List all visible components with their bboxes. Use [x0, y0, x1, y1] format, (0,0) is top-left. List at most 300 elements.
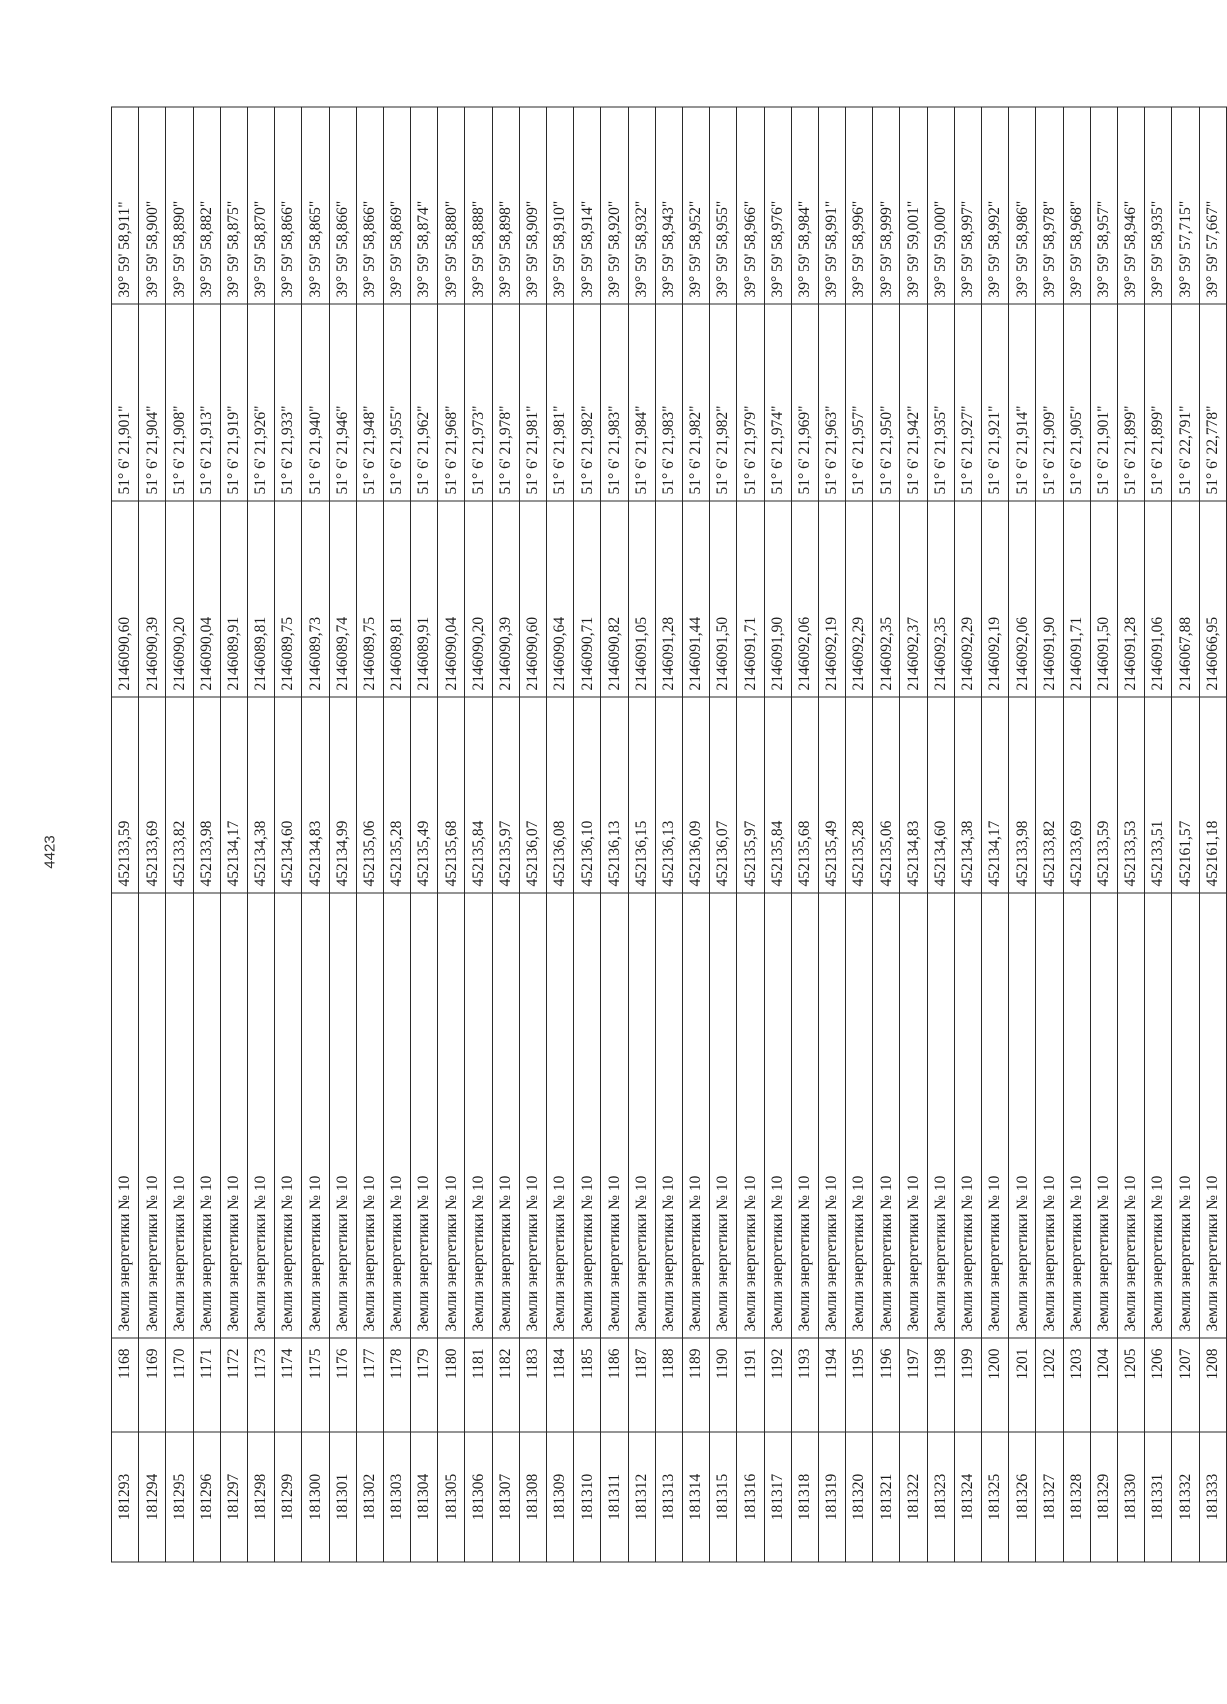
land-name-cell: Земли энергетики № 10: [900, 893, 927, 1338]
row-id-cell: 181294: [139, 1432, 166, 1562]
point-number-cell: 1175: [302, 1338, 329, 1432]
y-coordinate-cell: 2146092,06: [791, 501, 818, 697]
y-coordinate-cell: 2146089,75: [275, 501, 302, 697]
point-number-cell: 1180: [438, 1338, 465, 1432]
row-id-cell: 181308: [519, 1432, 546, 1562]
longitude-cell: 39° 59' 58,999": [873, 107, 900, 304]
latitude-cell: 51° 6' 21,973": [465, 304, 492, 501]
point-number-cell: 1208: [1199, 1338, 1226, 1432]
y-coordinate-cell: 2146091,90: [764, 501, 791, 697]
point-number-cell: 1176: [329, 1338, 356, 1432]
y-coordinate-cell: 2146091,50: [710, 501, 737, 697]
land-name-cell: Земли энергетики № 10: [356, 893, 383, 1338]
land-name-cell: Земли энергетики № 10: [139, 893, 166, 1338]
x-coordinate-cell: 452133,59: [112, 697, 139, 893]
land-name-cell: Земли энергетики № 10: [628, 893, 655, 1338]
row-id-cell: 181332: [1172, 1432, 1199, 1562]
land-name-cell: Земли энергетики № 10: [465, 893, 492, 1338]
x-coordinate-cell: 452134,17: [220, 697, 247, 893]
point-number-cell: 1203: [1063, 1338, 1090, 1432]
y-coordinate-cell: 2146092,29: [954, 501, 981, 697]
table-row: [1090, 107, 1117, 1562]
point-number-cell: 1201: [1009, 1338, 1036, 1432]
table-row: [1172, 107, 1199, 1562]
table-row: [954, 107, 981, 1562]
table-row: [764, 107, 791, 1562]
longitude-cell: 39° 59' 58,935": [1145, 107, 1172, 304]
y-coordinate-cell: 2146091,28: [1117, 501, 1144, 697]
point-number-cell: 1200: [982, 1338, 1009, 1432]
point-number-cell: 1189: [682, 1338, 709, 1432]
land-name-cell: Земли энергетики № 10: [1117, 893, 1144, 1338]
row-id-cell: 181328: [1063, 1432, 1090, 1562]
point-number-cell: 1206: [1145, 1338, 1172, 1432]
longitude-cell: 39° 59' 58,910": [547, 107, 574, 304]
longitude-cell: 39° 59' 57,667": [1199, 107, 1226, 304]
land-name-cell: Земли энергетики № 10: [1145, 893, 1172, 1338]
latitude-cell: 51° 6' 21,926": [247, 304, 274, 501]
point-number-cell: 1187: [628, 1338, 655, 1432]
row-id-cell: 181333: [1199, 1432, 1226, 1562]
point-number-cell: 1194: [818, 1338, 845, 1432]
table-row: [710, 107, 737, 1562]
x-coordinate-cell: 452133,82: [1036, 697, 1063, 893]
longitude-cell: 39° 59' 58,866": [329, 107, 356, 304]
point-number-cell: 1197: [900, 1338, 927, 1432]
row-id-cell: 181324: [954, 1432, 981, 1562]
coordinates-table-container: [111, 108, 1221, 1563]
y-coordinate-cell: 2146066,95: [1199, 501, 1226, 697]
x-coordinate-cell: 452134,38: [954, 697, 981, 893]
point-number-cell: 1171: [193, 1338, 220, 1432]
latitude-cell: 51° 6' 21,935": [927, 304, 954, 501]
land-name-cell: Земли энергетики № 10: [601, 893, 628, 1338]
x-coordinate-cell: 452134,60: [927, 697, 954, 893]
x-coordinate-cell: 452135,97: [492, 697, 519, 893]
x-coordinate-cell: 452135,49: [411, 697, 438, 893]
land-name-cell: Земли энергетики № 10: [247, 893, 274, 1338]
land-name-cell: Земли энергетики № 10: [1172, 893, 1199, 1338]
x-coordinate-cell: 452135,28: [383, 697, 410, 893]
row-id-cell: 181330: [1117, 1432, 1144, 1562]
y-coordinate-cell: 2146092,35: [873, 501, 900, 697]
latitude-cell: 51° 6' 21,901": [1090, 304, 1117, 501]
row-id-cell: 181325: [982, 1432, 1009, 1562]
x-coordinate-cell: 452135,06: [873, 697, 900, 893]
x-coordinate-cell: 452135,68: [438, 697, 465, 893]
x-coordinate-cell: 452136,13: [601, 697, 628, 893]
point-number-cell: 1195: [846, 1338, 873, 1432]
longitude-cell: 39° 59' 58,996": [846, 107, 873, 304]
y-coordinate-cell: 2146089,75: [356, 501, 383, 697]
latitude-cell: 51° 6' 21,950": [873, 304, 900, 501]
y-coordinate-cell: 2146091,90: [1036, 501, 1063, 697]
y-coordinate-cell: 2146092,37: [900, 501, 927, 697]
latitude-cell: 51° 6' 21,909": [1036, 304, 1063, 501]
land-name-cell: Земли энергетики № 10: [927, 893, 954, 1338]
row-id-cell: 181314: [682, 1432, 709, 1562]
latitude-cell: 51° 6' 21,981": [519, 304, 546, 501]
longitude-cell: 39° 59' 58,978": [1036, 107, 1063, 304]
longitude-cell: 39° 59' 58,888": [465, 107, 492, 304]
y-coordinate-cell: 2146090,60: [112, 501, 139, 697]
x-coordinate-cell: 452133,51: [1145, 697, 1172, 893]
land-name-cell: Земли энергетики № 10: [329, 893, 356, 1338]
row-id-cell: 181306: [465, 1432, 492, 1562]
land-name-cell: Земли энергетики № 10: [411, 893, 438, 1338]
point-number-cell: 1172: [220, 1338, 247, 1432]
latitude-cell: 51° 6' 21,940": [302, 304, 329, 501]
coordinates-table: [111, 107, 1227, 1563]
y-coordinate-cell: 2146091,05: [628, 501, 655, 697]
land-name-cell: Земли энергетики № 10: [492, 893, 519, 1338]
row-id-cell: 181296: [193, 1432, 220, 1562]
latitude-cell: 51° 6' 21,957": [846, 304, 873, 501]
x-coordinate-cell: 452134,17: [982, 697, 1009, 893]
latitude-cell: 51° 6' 21,899": [1117, 304, 1144, 501]
row-id-cell: 181297: [220, 1432, 247, 1562]
point-number-cell: 1192: [764, 1338, 791, 1432]
land-name-cell: Земли энергетики № 10: [764, 893, 791, 1338]
y-coordinate-cell: 2146091,28: [655, 501, 682, 697]
x-coordinate-cell: 452136,07: [519, 697, 546, 893]
latitude-cell: 51° 6' 21,984": [628, 304, 655, 501]
y-coordinate-cell: 2146090,60: [519, 501, 546, 697]
table-row: [982, 107, 1009, 1562]
point-number-cell: 1185: [574, 1338, 601, 1432]
latitude-cell: 51° 6' 21,981": [547, 304, 574, 501]
longitude-cell: 39° 59' 58,952": [682, 107, 709, 304]
y-coordinate-cell: 2146089,73: [302, 501, 329, 697]
land-name-cell: Земли энергетики № 10: [682, 893, 709, 1338]
y-coordinate-cell: 2146091,50: [1090, 501, 1117, 697]
latitude-cell: 51° 6' 21,974": [764, 304, 791, 501]
latitude-cell: 51° 6' 22,791": [1172, 304, 1199, 501]
point-number-cell: 1174: [275, 1338, 302, 1432]
x-coordinate-cell: 452135,84: [465, 697, 492, 893]
row-id-cell: 181315: [710, 1432, 737, 1562]
latitude-cell: 51° 6' 21,982": [574, 304, 601, 501]
point-number-cell: 1196: [873, 1338, 900, 1432]
row-id-cell: 181300: [302, 1432, 329, 1562]
y-coordinate-cell: 2146090,82: [601, 501, 628, 697]
table-row: [519, 107, 546, 1562]
land-name-cell: Земли энергетики № 10: [519, 893, 546, 1338]
latitude-cell: 51° 6' 21,963": [818, 304, 845, 501]
land-name-cell: Земли энергетики № 10: [954, 893, 981, 1338]
x-coordinate-cell: 452136,07: [710, 697, 737, 893]
land-name-cell: Земли энергетики № 10: [1090, 893, 1117, 1338]
land-name-cell: Земли энергетики № 10: [302, 893, 329, 1338]
table-row: [791, 107, 818, 1562]
y-coordinate-cell: 2146090,20: [465, 501, 492, 697]
table-row: [438, 107, 465, 1562]
row-id-cell: 181309: [547, 1432, 574, 1562]
x-coordinate-cell: 452135,49: [818, 697, 845, 893]
y-coordinate-cell: 2146090,20: [166, 501, 193, 697]
table-row: [1036, 107, 1063, 1562]
point-number-cell: 1190: [710, 1338, 737, 1432]
land-name-cell: Земли энергетики № 10: [710, 893, 737, 1338]
land-name-cell: Земли энергетики № 10: [1063, 893, 1090, 1338]
table-row: [1063, 107, 1090, 1562]
longitude-cell: 39° 59' 58,866": [356, 107, 383, 304]
longitude-cell: 39° 59' 58,943": [655, 107, 682, 304]
table-row: [900, 107, 927, 1562]
point-number-cell: 1183: [519, 1338, 546, 1432]
row-id-cell: 181327: [1036, 1432, 1063, 1562]
point-number-cell: 1191: [737, 1338, 764, 1432]
row-id-cell: 181311: [601, 1432, 628, 1562]
longitude-cell: 39° 59' 58,870": [247, 107, 274, 304]
row-id-cell: 181320: [846, 1432, 873, 1562]
table-body: [112, 107, 1227, 1562]
land-name-cell: Земли энергетики № 10: [166, 893, 193, 1338]
point-number-cell: 1188: [655, 1338, 682, 1432]
y-coordinate-cell: 2146091,71: [1063, 501, 1090, 697]
row-id-cell: 181326: [1009, 1432, 1036, 1562]
y-coordinate-cell: 2146089,81: [383, 501, 410, 697]
x-coordinate-cell: 452135,28: [846, 697, 873, 893]
latitude-cell: 51° 6' 21,946": [329, 304, 356, 501]
row-id-cell: 181295: [166, 1432, 193, 1562]
land-name-cell: Земли энергетики № 10: [383, 893, 410, 1338]
table-row: [383, 107, 410, 1562]
x-coordinate-cell: 452134,60: [275, 697, 302, 893]
latitude-cell: 51° 6' 21,969": [791, 304, 818, 501]
row-id-cell: 181316: [737, 1432, 764, 1562]
longitude-cell: 39° 59' 58,997": [954, 107, 981, 304]
table-row: [873, 107, 900, 1562]
land-name-cell: Земли энергетики № 10: [818, 893, 845, 1338]
table-row: [1145, 107, 1172, 1562]
x-coordinate-cell: 452136,10: [574, 697, 601, 893]
latitude-cell: 51° 6' 21,983": [655, 304, 682, 501]
point-number-cell: 1178: [383, 1338, 410, 1432]
row-id-cell: 181298: [247, 1432, 274, 1562]
latitude-cell: 51° 6' 21,927": [954, 304, 981, 501]
table-row: [193, 107, 220, 1562]
longitude-cell: 39° 59' 58,882": [193, 107, 220, 304]
latitude-cell: 51° 6' 21,914": [1009, 304, 1036, 501]
table-row: [302, 107, 329, 1562]
longitude-cell: 39° 59' 58,957": [1090, 107, 1117, 304]
latitude-cell: 51° 6' 21,904": [139, 304, 166, 501]
table-row: [275, 107, 302, 1562]
point-number-cell: 1179: [411, 1338, 438, 1432]
latitude-cell: 51° 6' 21,901": [112, 304, 139, 501]
x-coordinate-cell: 452135,68: [791, 697, 818, 893]
x-coordinate-cell: 452161,57: [1172, 697, 1199, 893]
table-row: [574, 107, 601, 1562]
row-id-cell: 181304: [411, 1432, 438, 1562]
longitude-cell: 39° 59' 58,900": [139, 107, 166, 304]
y-coordinate-cell: 2146089,74: [329, 501, 356, 697]
latitude-cell: 51° 6' 21,913": [193, 304, 220, 501]
longitude-cell: 39° 59' 58,898": [492, 107, 519, 304]
longitude-cell: 39° 59' 58,991": [818, 107, 845, 304]
row-id-cell: 181321: [873, 1432, 900, 1562]
point-number-cell: 1173: [247, 1338, 274, 1432]
land-name-cell: Земли энергетики № 10: [112, 893, 139, 1338]
point-number-cell: 1207: [1172, 1338, 1199, 1432]
x-coordinate-cell: 452136,08: [547, 697, 574, 893]
y-coordinate-cell: 2146091,06: [1145, 501, 1172, 697]
longitude-cell: 39° 59' 58,875": [220, 107, 247, 304]
longitude-cell: 39° 59' 59,000": [927, 107, 954, 304]
table-row: [492, 107, 519, 1562]
table-row: [112, 107, 139, 1562]
y-coordinate-cell: 2146090,39: [492, 501, 519, 697]
land-name-cell: Земли энергетики № 10: [1009, 893, 1036, 1338]
longitude-cell: 39° 59' 58,966": [737, 107, 764, 304]
x-coordinate-cell: 452134,38: [247, 697, 274, 893]
latitude-cell: 51° 6' 21,933": [275, 304, 302, 501]
land-name-cell: Земли энергетики № 10: [1036, 893, 1063, 1338]
latitude-cell: 51° 6' 21,983": [601, 304, 628, 501]
table-row: [1009, 107, 1036, 1562]
land-name-cell: Земли энергетики № 10: [1199, 893, 1226, 1338]
longitude-cell: 39° 59' 57,715": [1172, 107, 1199, 304]
latitude-cell: 51° 6' 21,921": [982, 304, 1009, 501]
x-coordinate-cell: 452136,13: [655, 697, 682, 893]
table-row: [601, 107, 628, 1562]
latitude-cell: 51° 6' 21,982": [710, 304, 737, 501]
land-name-cell: Земли энергетики № 10: [438, 893, 465, 1338]
latitude-cell: 51° 6' 21,899": [1145, 304, 1172, 501]
point-number-cell: 1205: [1117, 1338, 1144, 1432]
row-id-cell: 181299: [275, 1432, 302, 1562]
point-number-cell: 1182: [492, 1338, 519, 1432]
longitude-cell: 39° 59' 58,874": [411, 107, 438, 304]
row-id-cell: 181317: [764, 1432, 791, 1562]
longitude-cell: 39° 59' 58,984": [791, 107, 818, 304]
longitude-cell: 39° 59' 58,932": [628, 107, 655, 304]
land-name-cell: Земли энергетики № 10: [547, 893, 574, 1338]
longitude-cell: 39° 59' 58,865": [302, 107, 329, 304]
x-coordinate-cell: 452133,59: [1090, 697, 1117, 893]
row-id-cell: 181302: [356, 1432, 383, 1562]
table-row: [1117, 107, 1144, 1562]
y-coordinate-cell: 2146090,39: [139, 501, 166, 697]
x-coordinate-cell: 452136,15: [628, 697, 655, 893]
land-name-cell: Земли энергетики № 10: [737, 893, 764, 1338]
y-coordinate-cell: 2146090,64: [547, 501, 574, 697]
x-coordinate-cell: 452133,98: [1009, 697, 1036, 893]
table-row: [411, 107, 438, 1562]
point-number-cell: 1202: [1036, 1338, 1063, 1432]
row-id-cell: 181322: [900, 1432, 927, 1562]
row-id-cell: 181307: [492, 1432, 519, 1562]
y-coordinate-cell: 2146090,04: [193, 501, 220, 697]
point-number-cell: 1198: [927, 1338, 954, 1432]
point-number-cell: 1184: [547, 1338, 574, 1432]
x-coordinate-cell: 452135,06: [356, 697, 383, 893]
row-id-cell: 181303: [383, 1432, 410, 1562]
y-coordinate-cell: 2146089,91: [411, 501, 438, 697]
row-id-cell: 181323: [927, 1432, 954, 1562]
point-number-cell: 1204: [1090, 1338, 1117, 1432]
table-row: [846, 107, 873, 1562]
y-coordinate-cell: 2146091,71: [737, 501, 764, 697]
point-number-cell: 1186: [601, 1338, 628, 1432]
y-coordinate-cell: 2146092,06: [1009, 501, 1036, 697]
x-coordinate-cell: 452133,53: [1117, 697, 1144, 893]
land-name-cell: Земли энергетики № 10: [574, 893, 601, 1338]
land-name-cell: Земли энергетики № 10: [193, 893, 220, 1338]
latitude-cell: 51° 6' 21,942": [900, 304, 927, 501]
land-name-cell: Земли энергетики № 10: [846, 893, 873, 1338]
table-row: [927, 107, 954, 1562]
x-coordinate-cell: 452135,84: [764, 697, 791, 893]
point-number-cell: 1193: [791, 1338, 818, 1432]
land-name-cell: Земли энергетики № 10: [220, 893, 247, 1338]
page-number: 4423: [41, 835, 59, 869]
point-number-cell: 1177: [356, 1338, 383, 1432]
x-coordinate-cell: 452161,18: [1199, 697, 1226, 893]
latitude-cell: 51° 6' 21,982": [682, 304, 709, 501]
latitude-cell: 51° 6' 21,908": [166, 304, 193, 501]
row-id-cell: 181305: [438, 1432, 465, 1562]
longitude-cell: 39° 59' 58,911": [112, 107, 139, 304]
y-coordinate-cell: 2146092,19: [982, 501, 1009, 697]
longitude-cell: 39° 59' 58,968": [1063, 107, 1090, 304]
y-coordinate-cell: 2146089,91: [220, 501, 247, 697]
x-coordinate-cell: 452134,99: [329, 697, 356, 893]
latitude-cell: 51° 6' 21,948": [356, 304, 383, 501]
land-name-cell: Земли энергетики № 10: [791, 893, 818, 1338]
land-name-cell: Земли энергетики № 10: [873, 893, 900, 1338]
row-id-cell: 181319: [818, 1432, 845, 1562]
x-coordinate-cell: 452133,98: [193, 697, 220, 893]
row-id-cell: 181293: [112, 1432, 139, 1562]
land-name-cell: Земли энергетики № 10: [655, 893, 682, 1338]
longitude-cell: 39° 59' 58,880": [438, 107, 465, 304]
table-row: [1199, 107, 1226, 1562]
row-id-cell: 181312: [628, 1432, 655, 1562]
row-id-cell: 181331: [1145, 1432, 1172, 1562]
table-row: [247, 107, 274, 1562]
longitude-cell: 39° 59' 58,955": [710, 107, 737, 304]
table-row: [818, 107, 845, 1562]
longitude-cell: 39° 59' 58,869": [383, 107, 410, 304]
point-number-cell: 1181: [465, 1338, 492, 1432]
x-coordinate-cell: 452133,69: [1063, 697, 1090, 893]
longitude-cell: 39° 59' 58,914": [574, 107, 601, 304]
y-coordinate-cell: 2146089,81: [247, 501, 274, 697]
latitude-cell: 51° 6' 21,962": [411, 304, 438, 501]
y-coordinate-cell: 2146092,35: [927, 501, 954, 697]
longitude-cell: 39° 59' 58,866": [275, 107, 302, 304]
latitude-cell: 51° 6' 21,955": [383, 304, 410, 501]
row-id-cell: 181329: [1090, 1432, 1117, 1562]
row-id-cell: 181318: [791, 1432, 818, 1562]
table-row: [465, 107, 492, 1562]
table-row: [166, 107, 193, 1562]
latitude-cell: 51° 6' 21,978": [492, 304, 519, 501]
x-coordinate-cell: 452136,09: [682, 697, 709, 893]
table-row: [628, 107, 655, 1562]
table-row: [655, 107, 682, 1562]
point-number-cell: 1168: [112, 1338, 139, 1432]
x-coordinate-cell: 452133,69: [139, 697, 166, 893]
table-row: [220, 107, 247, 1562]
longitude-cell: 39° 59' 58,946": [1117, 107, 1144, 304]
table-row: [139, 107, 166, 1562]
latitude-cell: 51° 6' 21,968": [438, 304, 465, 501]
row-id-cell: 181301: [329, 1432, 356, 1562]
longitude-cell: 39° 59' 58,920": [601, 107, 628, 304]
